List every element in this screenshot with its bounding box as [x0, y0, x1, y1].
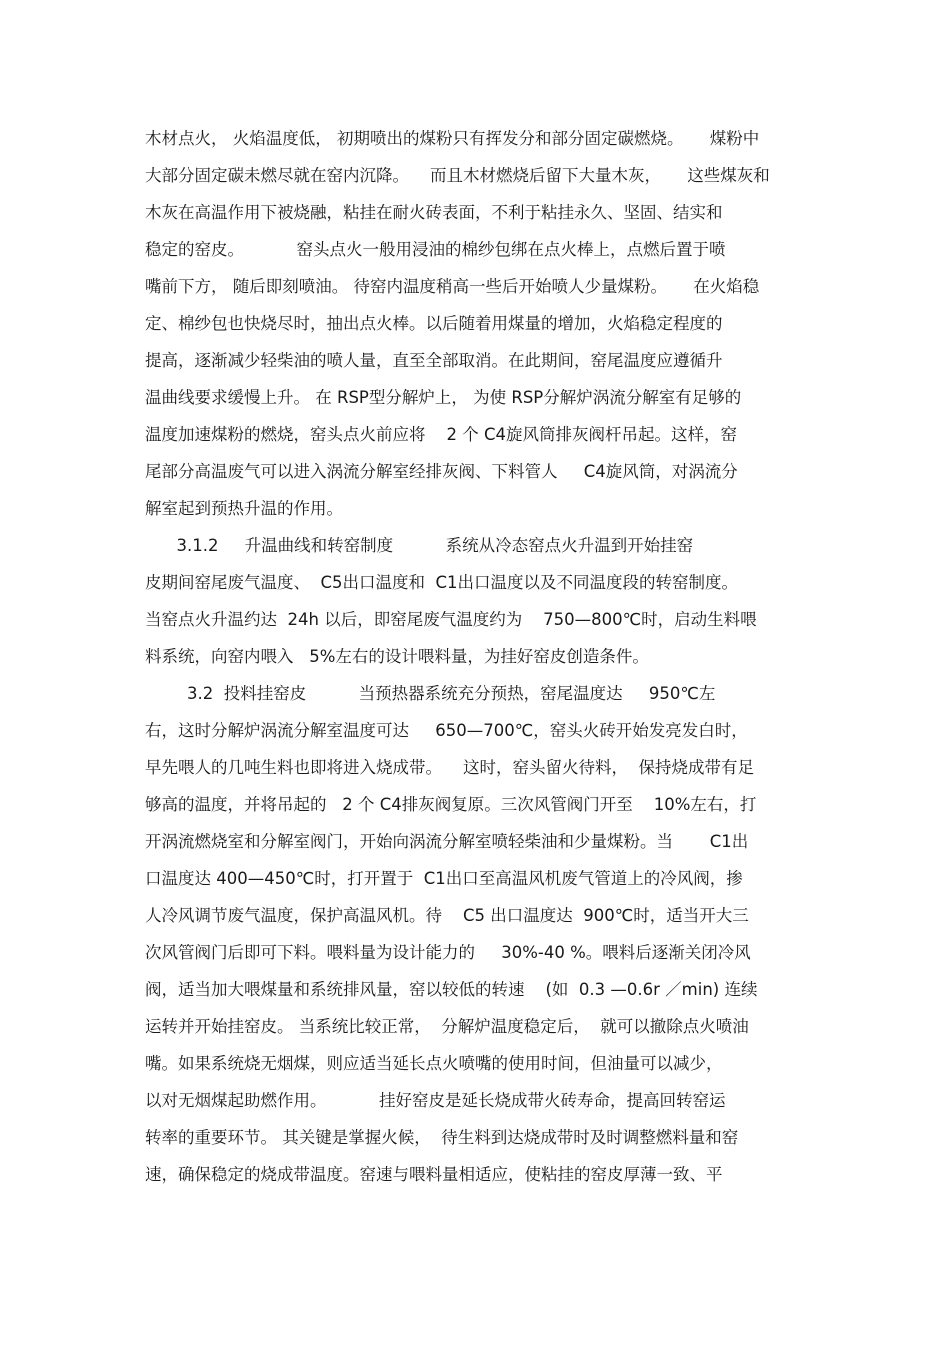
text-line: 尾部分高温废气可以进入涡流分解室经排灰阀、下料管人 C4旋风筒，对涡流分: [145, 462, 738, 481]
text-line: 料系统，向窑内喂入 5%左右的设计喂料量，为挂好窑皮创造条件。: [145, 647, 649, 666]
body-text: [145, 120, 815, 1193]
text-line: 木材点火， 火焰温度低， 初期喷出的煤粉只有挥发分和部分固定碳燃烧。 煤粉中: [145, 129, 760, 148]
text-line: 解室起到预热升温的作用。: [145, 499, 343, 518]
text-line: 稳定的窑皮。 窑头点火一般用浸油的棉纱包绑在点火棒上，点燃后置于喷: [145, 240, 726, 259]
text-line: 嘴。如果系统烧无烟煤，则应适当延长点火喷嘴的使用时间，但油量可以减少，: [145, 1054, 723, 1073]
text-line: 木灰在高温作用下被烧融，粘挂在耐火砖表面，不利于粘挂永久、坚固、结实和: [145, 203, 723, 222]
text-line: 定、棉纱包也快烧尽时，抽出点火棒。以后随着用煤量的增加，火焰稳定程度的: [145, 314, 723, 333]
text-line: 皮期间窑尾废气温度、 C5出口温度和 C1出口温度以及不同温度段的转窑制度。: [145, 573, 739, 592]
section-heading-line: 3.1.2 升温曲线和转窑制度 系统从冷态窑点火升温到开始挂窑: [145, 536, 694, 555]
text-line: 当窑点火升温约达 24h 以后，即窑尾废气温度约为 750—800℃时，启动生料喂: [145, 610, 757, 629]
text-line: 口温度达 400—450℃时，打开置于 C1出口至高温风机废气管道上的冷风阀，掺: [145, 869, 743, 888]
text-line: 提高，逐渐减少轻柴油的喷人量，直至全部取消。在此期间，窑尾温度应遵循升: [145, 351, 723, 370]
text-line: 右，这时分解炉涡流分解室温度可达 650—700℃，窑头火砖开始发亮发白时，: [145, 721, 748, 740]
text-line: 温度加速煤粉的燃烧，窑头点火前应将 2 个 C4旋风筒排灰阀杆吊起。这样，窑: [145, 425, 737, 444]
text-line: 阀，适当加大喂煤量和系统排风量，窑以较低的转速 (如 0.3 —0.6r ／min) 连续: [145, 980, 758, 999]
text-line: 温曲线要求缓慢上升。 在 RSP型分解炉上， 为使 RSP分解炉涡流分解室有足够的: [145, 388, 742, 407]
text-line: 人冷风调节废气温度，保护高温风机。待 C5 出口温度达 900℃时，适当开大三: [145, 906, 749, 925]
text-line: 转率的重要环节。 其关键是掌握火候， 待生料到达烧成带时及时调整燃料量和窑: [145, 1128, 739, 1147]
section-heading-line: 3.2 投料挂窑皮 当预热器系统充分预热，窑尾温度达 950℃左: [145, 684, 716, 703]
text-line: 运转并开始挂窑皮。 当系统比较正常， 分解炉温度稳定后， 就可以撤除点火喷油: [145, 1017, 749, 1036]
text-line: 次风管阀门后即可下料。喂料量为设计能力的 30%-40 %。喂料后逐渐关闭冷风: [145, 943, 751, 962]
text-line: 开涡流燃烧室和分解室阀门，开始向涡流分解室喷轻柴油和少量煤粉。当 C1出: [145, 832, 749, 851]
text-line: 嘴前下方， 随后即刻喷油。 待窑内温度稍高一些后开始喷人少量煤粉。 在火焰稳: [145, 277, 760, 296]
text-line: 早先喂人的几吨生料也即将进入烧成带。 这时，窑头留火待料， 保持烧成带有足: [145, 758, 754, 777]
text-line: 以对无烟煤起助燃作用。 挂好窑皮是延长烧成带火砖寿命，提高回转窑运: [145, 1091, 726, 1110]
text-line: 速，确保稳定的烧成带温度。窑速与喂料量相适应，使粘挂的窑皮厚薄一致、平: [145, 1165, 723, 1184]
text-line: 够高的温度，并将吊起的 2 个 C4排灰阀复原。三次风管阀门开至 10%左右，打: [145, 795, 757, 814]
text-line: 大部分固定碳未燃尽就在窑内沉降。 而且木材燃烧后留下大量木灰， 这些煤灰和: [145, 166, 770, 185]
